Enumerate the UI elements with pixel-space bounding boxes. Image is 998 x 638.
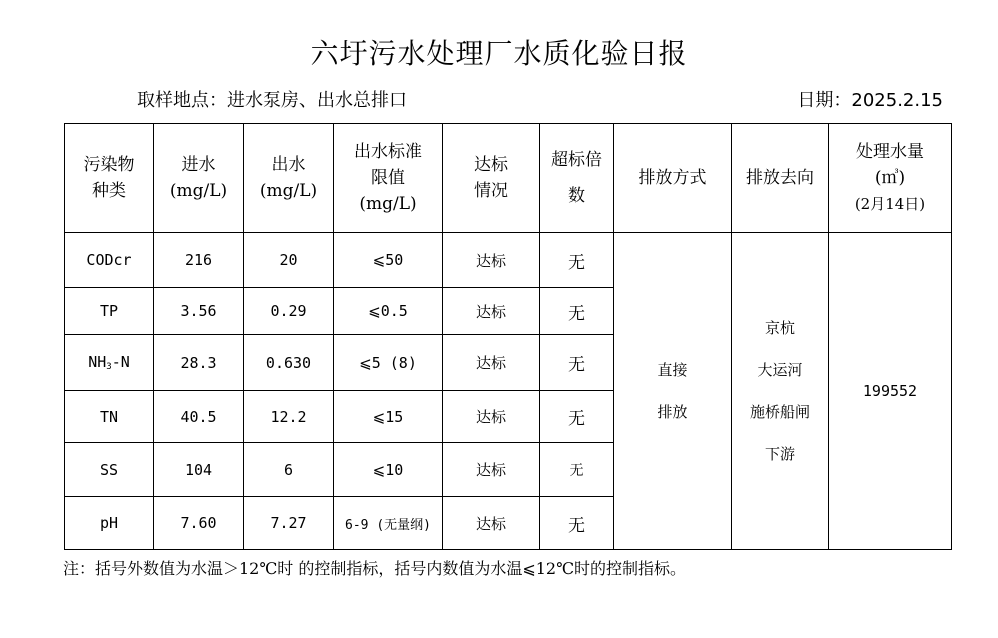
outflow-cell: 0.630 <box>244 335 334 391</box>
pollutant-cell: TP <box>65 288 154 335</box>
footnote: 注：括号外数值为水温＞12℃时 的控制指标，括号内数值为水温⩽12℃时的控制指标。 <box>63 559 687 578</box>
compliance-cell: 达标 <box>443 497 540 550</box>
pollutant-cell: pH <box>65 497 154 550</box>
compliance-cell: 达标 <box>443 288 540 335</box>
pollutant-cell: CODcr <box>65 233 154 288</box>
discharge-destination-cell: 京杭 大运河 施桥船闸 下游 <box>732 233 829 550</box>
header-compliance: 达标 情况 <box>443 124 540 233</box>
sampling-location: 取样地点：进水泵房、出水总排口 <box>137 90 407 111</box>
compliance-cell: 达标 <box>443 335 540 391</box>
header-volume: 处理水量 (㎥) (2月14日) <box>829 124 952 233</box>
inflow-cell: 3.56 <box>154 288 244 335</box>
table-header-row <box>65 124 952 233</box>
header-outflow: 出水 (mg/L) <box>244 124 334 233</box>
exceed-cell: 无 <box>540 288 614 335</box>
water-quality-table <box>64 123 952 550</box>
inflow-cell: 40.5 <box>154 391 244 443</box>
inflow-cell: 104 <box>154 443 244 497</box>
exceed-cell: 无 <box>540 443 614 497</box>
standard-cell: ⩽0.5 <box>334 288 443 335</box>
standard-cell: 6-9 (无量纲) <box>334 497 443 550</box>
report-title: 六圩污水处理厂水质化验日报 <box>310 37 688 70</box>
standard-cell: ⩽10 <box>334 443 443 497</box>
outflow-cell: 12.2 <box>244 391 334 443</box>
outflow-cell: 6 <box>244 443 334 497</box>
treated-volume-value: 199552 <box>829 233 952 550</box>
exceed-cell: 无 <box>540 335 614 391</box>
report-date: 日期：2025.2.15 <box>797 90 943 111</box>
pollutant-cell: TN <box>65 391 154 443</box>
compliance-cell: 达标 <box>443 391 540 443</box>
standard-cell: ⩽15 <box>334 391 443 443</box>
compliance-cell: 达标 <box>443 443 540 497</box>
table-row <box>65 233 952 288</box>
outflow-cell: 20 <box>244 233 334 288</box>
header-inflow: 进水 (mg/L) <box>154 124 244 233</box>
standard-cell: ⩽5 (8) <box>334 335 443 391</box>
inflow-cell: 216 <box>154 233 244 288</box>
inflow-cell: 7.60 <box>154 497 244 550</box>
discharge-method-cell: 直接 排放 <box>614 233 732 550</box>
pollutant-cell: $NH_3-N$ <box>65 335 154 391</box>
exceed-cell: 无 <box>540 233 614 288</box>
header-discharge-destination: 排放去向 <box>732 124 829 233</box>
exceed-cell: 无 <box>540 497 614 550</box>
compliance-cell: 达标 <box>443 233 540 288</box>
exceed-cell: 无 <box>540 391 614 443</box>
standard-cell: ⩽50 <box>334 233 443 288</box>
header-pollutant: 污染物 种类 <box>65 124 154 233</box>
pollutant-cell: SS <box>65 443 154 497</box>
outflow-cell: 7.27 <box>244 497 334 550</box>
header-exceed: 超标倍 数 <box>540 124 614 233</box>
header-standard: 出水标准 限值 (mg/L) <box>334 124 443 233</box>
inflow-cell: 28.3 <box>154 335 244 391</box>
outflow-cell: 0.29 <box>244 288 334 335</box>
header-discharge-method: 排放方式 <box>614 124 732 233</box>
